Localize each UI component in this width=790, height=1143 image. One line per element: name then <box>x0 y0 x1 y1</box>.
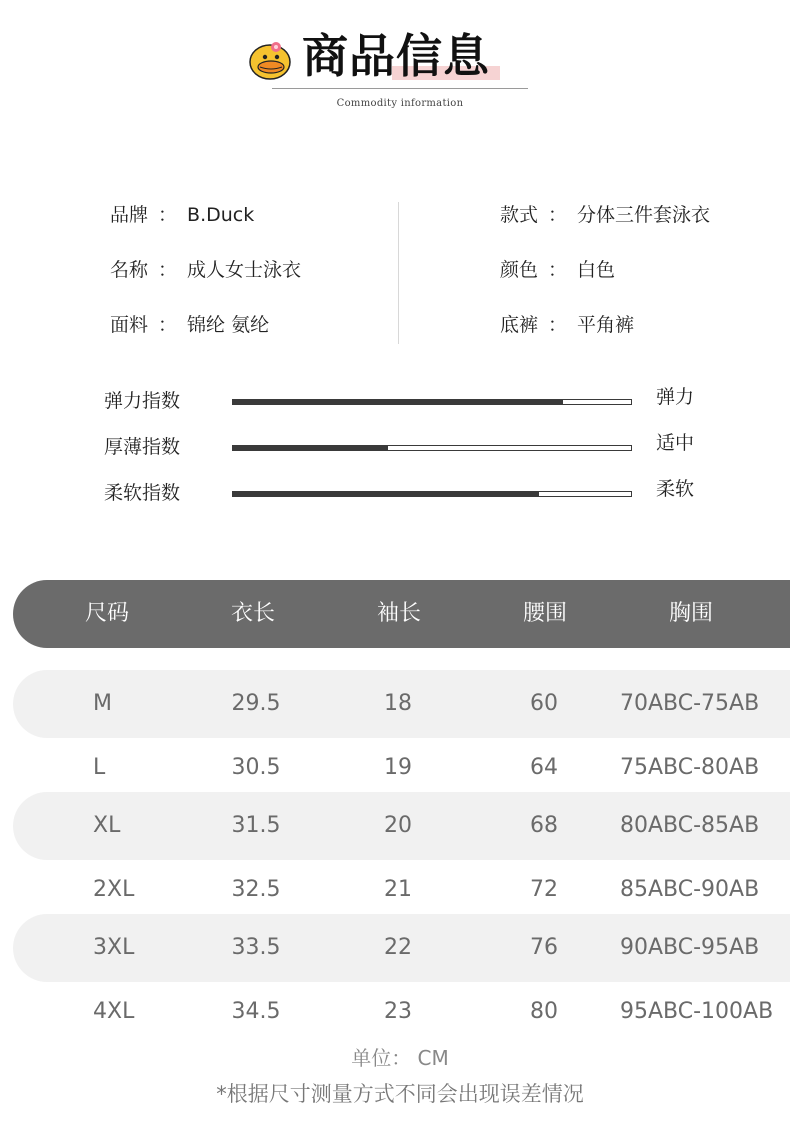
index-fill <box>233 400 563 404</box>
info-value: 成人女士泳衣 <box>187 259 302 281</box>
cell-size: L <box>93 755 106 780</box>
size-table-header <box>13 580 790 648</box>
index-fill <box>233 446 388 450</box>
info-fabric <box>110 312 269 338</box>
page-title: 商品信息 <box>302 29 490 83</box>
cell-sleeve: 22 <box>384 935 412 960</box>
product-info <box>0 190 790 350</box>
cell-length: 29.5 <box>231 691 281 716</box>
cell-length: 33.5 <box>231 935 281 960</box>
cell-sleeve: 23 <box>384 999 412 1024</box>
info-brand <box>110 202 254 228</box>
cell-bust: 85ABC-90AB <box>620 877 760 902</box>
column-header-length: 衣长 <box>230 601 275 626</box>
index-elasticity <box>0 386 790 416</box>
info-label: 颜色 <box>500 259 539 281</box>
index-track <box>232 399 632 405</box>
table-row <box>13 670 790 738</box>
cell-bust: 70ABC-75AB <box>620 691 760 716</box>
cell-waist: 68 <box>530 813 558 838</box>
table-row <box>13 914 790 982</box>
table-row <box>13 978 790 1046</box>
page-header <box>0 0 790 130</box>
cell-sleeve: 20 <box>384 813 412 838</box>
index-value-label: 弹力 <box>656 386 695 408</box>
cell-bust: 90ABC-95AB <box>620 935 760 960</box>
info-label: 底裤 <box>500 314 539 336</box>
cell-sleeve: 18 <box>384 691 412 716</box>
info-label: 款式 <box>500 204 539 226</box>
cell-size: 3XL <box>93 935 135 960</box>
table-row <box>13 792 790 860</box>
index-softness <box>0 478 790 508</box>
cell-size: M <box>93 691 112 716</box>
info-color <box>500 257 615 283</box>
info-separator: ： <box>548 314 568 336</box>
info-separator: ： <box>158 259 178 281</box>
index-thickness <box>0 432 790 462</box>
info-style <box>500 202 710 228</box>
column-header-size: 尺码 <box>84 601 129 626</box>
info-separator: ： <box>548 204 568 226</box>
info-value: B.Duck <box>187 204 255 226</box>
info-label: 品牌 <box>110 204 149 226</box>
cell-waist: 80 <box>530 999 558 1024</box>
cell-waist: 60 <box>530 691 558 716</box>
cell-waist: 72 <box>530 877 558 902</box>
index-value-label: 柔软 <box>656 478 695 500</box>
cell-length: 34.5 <box>231 999 281 1024</box>
info-separator: ： <box>158 204 178 226</box>
cell-waist: 76 <box>530 935 558 960</box>
column-header-waist: 腰围 <box>522 601 567 626</box>
duck-icon <box>246 38 294 80</box>
cell-bust: 80ABC-85AB <box>620 813 760 838</box>
cell-length: 32.5 <box>231 877 281 902</box>
cell-sleeve: 19 <box>384 755 412 780</box>
index-track <box>232 445 632 451</box>
index-fill <box>233 492 539 496</box>
cell-bust: 75ABC-80AB <box>620 755 760 780</box>
cell-sleeve: 21 <box>384 877 412 902</box>
cell-length: 31.5 <box>231 813 281 838</box>
measurement-disclaimer: *根据尺寸测量方式不同会出现误差情况 <box>216 1082 584 1106</box>
info-label: 面料 <box>110 314 149 336</box>
info-name <box>110 257 301 283</box>
column-header-bust: 胸围 <box>668 601 713 626</box>
info-separator: ： <box>548 259 568 281</box>
info-label: 名称 <box>110 259 149 281</box>
cell-size: 4XL <box>93 999 135 1024</box>
info-value: 锦纶 氨纶 <box>187 314 270 336</box>
cell-size: 2XL <box>93 877 135 902</box>
info-value: 白色 <box>577 259 616 281</box>
info-value: 分体三件套泳衣 <box>577 204 711 226</box>
info-divider <box>398 202 399 344</box>
unit-note: 单位： CM <box>351 1046 449 1070</box>
title-divider <box>272 88 528 89</box>
info-separator: ： <box>158 314 178 336</box>
column-header-sleeve: 袖长 <box>376 601 421 626</box>
index-track <box>232 491 632 497</box>
cell-bust: 95ABC-100AB <box>620 999 774 1024</box>
info-bottoms <box>500 312 634 338</box>
index-value-label: 适中 <box>656 432 695 454</box>
index-label: 弹力指数 <box>104 390 181 412</box>
cell-waist: 64 <box>530 755 558 780</box>
cell-size: XL <box>93 813 121 838</box>
page-subtitle: Commodity information <box>336 98 464 109</box>
index-label: 厚薄指数 <box>104 436 181 458</box>
info-value: 平角裤 <box>577 314 635 336</box>
index-label: 柔软指数 <box>104 482 181 504</box>
cell-length: 30.5 <box>231 755 281 780</box>
